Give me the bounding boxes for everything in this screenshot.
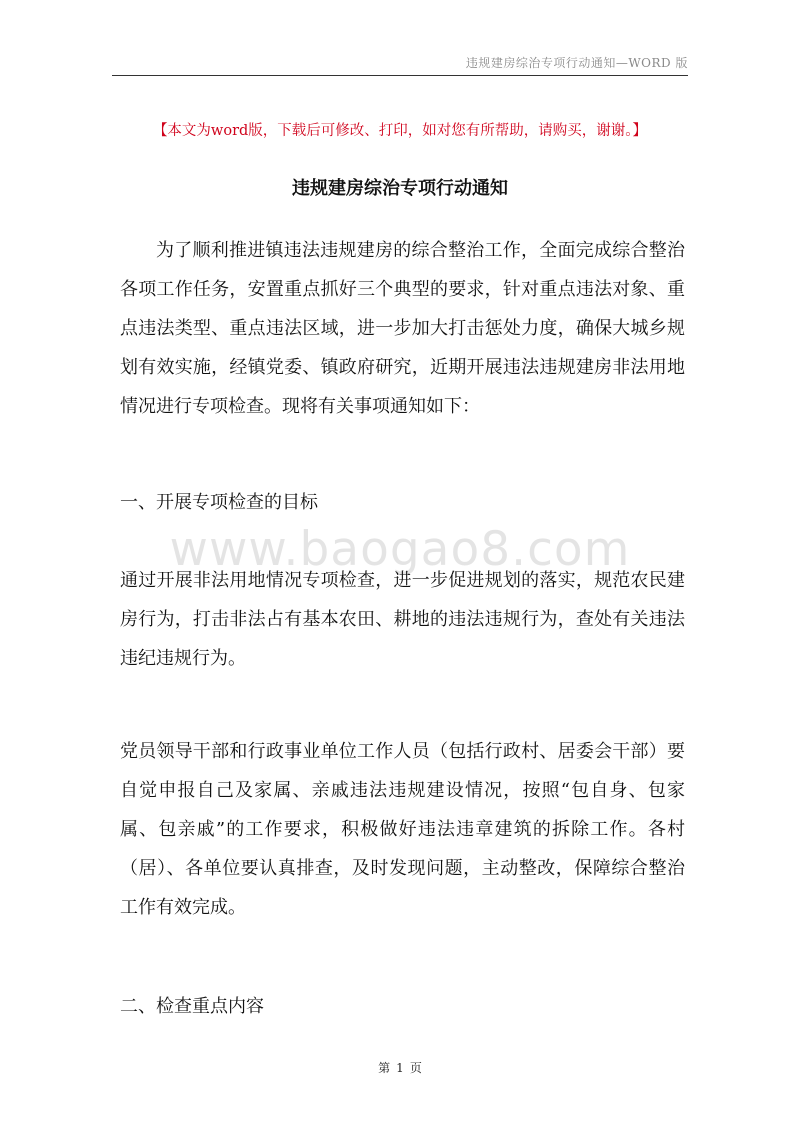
page-footer [0,1059,800,1076]
section-heading-goals: 一、开展专项检查的目标 [120,492,318,513]
intro-paragraph: 为了顺利推进镇违法违规建房的综合整治工作，全面完成综合整治各项工作任务，安置重点抓好三个典型的要求，针对重点违法对象、重点违法类型、重点违法区域，进一步加大打击惩处力度，确保大城乡规划有效实施，经镇党委、镇政府研究，近期开展违法违规建房非法用地情况进行专项检查。现将有关事项通知如下： [120,240,685,417]
page-number: 1 [396,1061,404,1075]
cadre-paragraph: 党员领导干部和行政事业单位工作人员（包括行政村、居委会干部）要自觉申报自己及家属、亲戚违法违规建设情况，按照“包自身、包家属、包亲戚”的工作要求，积极做好违法违章建筑的拆除工作。各村（居）、各单位要认真排查，及时发现问题，主动整改，保障综合整治工作有效完成。 [120,741,685,918]
running-header: 违规建房综治专项行动通知—WORD 版 [465,56,688,70]
goal-paragraph: 通过开展非法用地情况专项检查，进一步促进规划的落实，规范农民建房行为，打击非法占有基本农田、耕地的违法违规行为，查处有关违法违纪违规行为。 [120,570,685,669]
document-title: 违规建房综治专项行动通知 [292,178,508,199]
header-divider [112,75,688,76]
footer-prefix: 第 [378,1061,391,1075]
section-heading-inspection: 二、检查重点内容 [120,996,264,1017]
footer-suffix: 页 [409,1061,422,1075]
watermark: www.baogao8.com [169,522,631,577]
purchase-notice: 【本文为word版，下载后可修改、打印，如对您有所帮助，请购买，谢谢。】 [152,123,648,139]
